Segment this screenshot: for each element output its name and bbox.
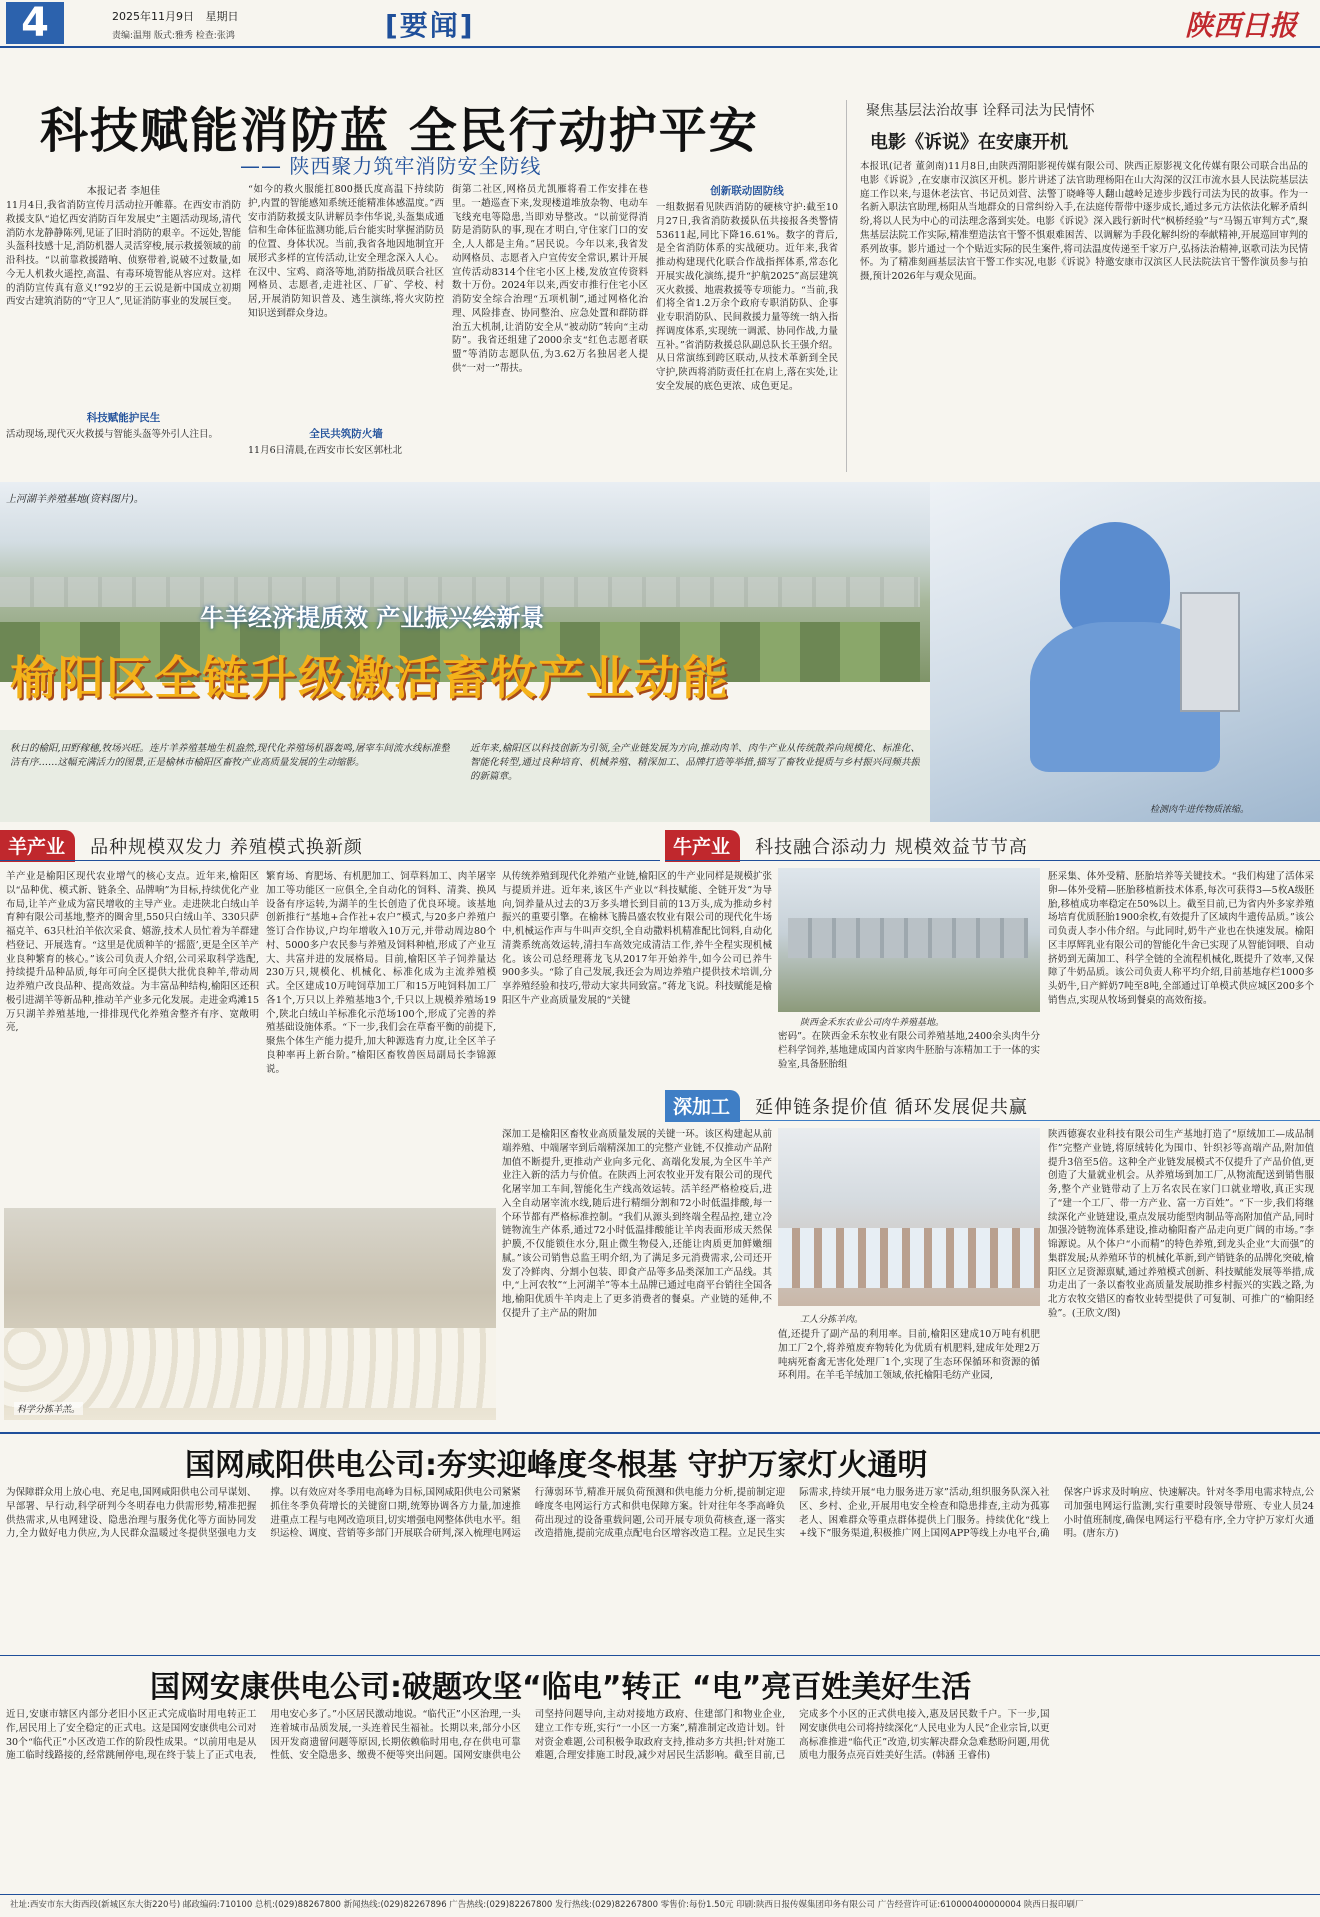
sidebar-headline: 电影《诉说》在安康开机	[870, 132, 1068, 153]
feature-kicker: 牛羊经济提质效 产业振兴绘新景	[200, 604, 545, 632]
cattle-photo	[778, 868, 1040, 1012]
section-title: [要闻]	[385, 9, 475, 42]
lead-column-2	[248, 183, 444, 473]
sidebar-article	[860, 100, 1308, 476]
lab-caption: 检测肉牛进传物质浓缩。	[1150, 805, 1250, 815]
lead-col1b-text: 活动现场,现代灭火救援与智能头盔等外引人注目。	[6, 429, 219, 440]
lead-column-1	[6, 178, 241, 476]
deep-photo	[778, 1128, 1040, 1306]
lead-col4-text: 一组数据看见陕西消防的硬核守护:截至10月27日,我省消防救援队伍共接报各类警情53611起,同比下降16.61%。数字的背后,是全省消防体系的实战硬功。近年来,我省推动构建现代化联合作战指挥体系,常态化开展实战化演练,提升“护航2025”高层建筑灭火救援、地震救援等专项能力。“当前,我们将全省1.2万余个政府专职消防队、企事业专职消防队、民间救援力量等统一纳入指挥调度体系,实现统一调派、协同作战,力量互补。”省消防救援总队副总队长王强介绍。从日常演练到跨区联动,从技术革新到全民守护,陕西将消防责任扛在肩上,落在实处,让安全发展的底色更浓、成色更足。	[656, 202, 838, 392]
article3-rule	[0, 1655, 1320, 1656]
lead-col1-text: 11月4日,我省消防宣传月活动拉开帷幕。在西安市消防救援支队“追忆西安消防百年发展史”主题活动现场,清代消防水龙静静陈列,见证了旧时消防的艰辛。不远处,智能头盔科技感十足,消防机器人灵活穿梭,展示救援领域的前沿科技。“以前靠救援踏响、侦察带着,说破不过数量,如今无人机救火遥控,高温、有毒环境智能从容应对。这样的消防宣传真有意义!”92岁的王云说是新中国成立初期西安古建筑消防的“守卫人”,见证消防事业的发展巨变。	[6, 200, 241, 308]
sheep-photo	[4, 1208, 496, 1420]
lead-col2-subhead: 全民共筑防火墙	[309, 428, 383, 440]
lead-col3-text: 街第二社区,网格员尤凯雁将看工作安排在巷里。一趟巡查下来,发现楼道堆放杂物、电动车飞线充电等隐患,当即劝导整改。“以前觉得消防是消防队的事,现在才明白,守住家门口的安全,人人都是主角。”居民说。今年以来,我省发动网格员、志愿者入户宣传安全常识,累计开展宣传活动8314个住宅小区上楼,发放宣传资料数十万份。2024年以来,西安市推行住宅小区消防安全综合治理“五项机制”,通过网格化治理、风险排查、协同整治、应急处置和群防群治五大机制,让消防安全从“被动防”转向“主动防”。我省还组建了2000余支“红色志愿者联盟”等消防志愿队伍,为3.62万名独居老人提供“一对一”帮扶。	[452, 184, 648, 374]
cattle-rule	[665, 860, 1320, 861]
cattle-subtitle: 科技融合添动力 规模效益节节高	[755, 837, 1028, 858]
sheep-photo-caption: 科学分拣羊羔。	[14, 1402, 83, 1415]
microscope	[1180, 592, 1240, 712]
masthead	[0, 0, 1320, 48]
paper-logo: 陕西日报	[1185, 9, 1298, 42]
sidebar-divider	[846, 100, 847, 472]
feature-headline: 榆阳区全链升级激活畜牧产业动能	[10, 651, 730, 705]
cattle-col1: 从传统养殖到现代化养殖产业链,榆阳区的牛产业同样是规模扩张与提质并进。近年来,该区牛产业以“科技赋能、全链开发”为导向,饲养量从过去的3万多头增长到目前的13万头,成为推动乡村振兴的重要引擎。在榆林飞腾昌盛农牧业有限公司的现代化牛场中,机械运作声与牛叫声交织,全自动撒料机精准配比饲料,自动化清粪系统高效运转,清扫车高效完成清洁工作,养牛全程实现机械化。该公司总经理蒋龙飞从2017年开始养牛,如今公司已养牛900多头。“除了自己发展,我还会为周边养殖户提供技术培训,分享养殖经验和技巧,带动大家共同致富。”蒋龙飞说。科技赋能是榆阳区牛产业高质量发展的“关键	[502, 871, 772, 1006]
deep-rule	[665, 1120, 1320, 1121]
deep-col1: 深加工是榆阳区畜牧业高质量发展的关键一环。该区构建起从前端养殖、中端屠宰到后端精深加工的完整产业链,不仅推动产品附加值不断提升,更推动产业向多元化、高端化发展,为全区牛羊产业注入新的活力与价值。在陕西上河农牧业开发有限公司的现代化屠宰加工车间,智能化生产线高效运转。活羊经严格检疫后,进入全自动屠宰流水线,随后进行精细分割和72小时低温排酸,每一个环节都有严格标准控制。“我们从源头到终端全程品控,建立冷链物流生产体系,通过72小时低温排酸能让羊肉表面形成天然保护膜,不仅能锁住水分,阻止微生物侵入,还能让肉质更加鲜嫩细腻。”该公司销售总监王明介绍,为了满足多元消费需求,公司还开发了冷鲜肉、分割小包装、即食产品等多品类深加工产品线。其中,“上河农牧”“上河湖羊”等本土品牌已通过电商平台销往全国各地,榆阳优质牛羊肉走上了更多消费者的餐桌。产业链的延伸,不仅提升了主产品的附加	[502, 1129, 772, 1319]
lead-column-4	[656, 183, 838, 473]
feature-lead-band	[0, 730, 930, 822]
deep-photo-caption: 工人分拣羊肉。	[800, 1315, 864, 1325]
sheep-col2: 繁育场、育肥场、有机肥加工、饲草料加工、肉羊屠宰加工等功能区一应俱全,全自动化的饲料、清粪、换风设备有序运转,为湖羊的生长创造了优良环境。该基地创新推行“基地+合作社+农户”模式,与20多户养殖户签订合作协议,户均年增收入10万元,并带动周边80个村、5000多户农民参与养殖及饲料种植,形成了产业互大、共富并进的发展格局。目前,榆阳区羊子饲养量达230万只,规模化、机械化、标准化成为主流养殖模式。全区建成10万吨饲草加工厂和15万吨饲料加工厂各1个,万只以上养殖基地3个,千只以上规模养殖场19个,陕北白绒山羊标准化示范场100个,形成了完善的养殖基础设施体系。“下一步,我们会在草畜平衡的前提下,聚焦个体生产能力提升,加大种源选育力度,让全区羊子良种率再上新台阶。”榆阳区畜牧兽医局副局长李锦源说。	[266, 871, 496, 1075]
article3-headline: 国网安康供电公司:破题攻坚“临电”转正 “电”亮百姓美好生活	[150, 1670, 972, 1705]
cattle-barn	[788, 918, 1028, 958]
feature-lead-right: 近年来,榆阳区以科技创新为引领,全产业链发展为方向,推动肉羊、肉牛产业从传统散养向规模化、标准化、智能化转型,通过良种培育、机械养殖、精深加工、品牌打造等举措,描写了畜牧业提质与乡村振兴同频共振的新篇章。	[470, 743, 920, 782]
footer: 社址:西安市东大街西段(新城区东大街220号) 邮政编码:710100 总机:(029)88267800 新闻热线:(029)82267896 广告热线:(029)82267800 发行热线:(029)82267800 零售价:每份1.50元 印刷:陕西日报传媒集团印务有限公司 广告经营许可证:610000400000004 陕西日报印刷厂	[0, 1894, 1320, 1917]
cattle-photo-caption: 陕西金禾东农业公司肉牛养殖基地。	[800, 1018, 945, 1028]
article2-headline: 国网咸阳供电公司:夯实迎峰度冬根基 守护万家灯火通明	[185, 1448, 928, 1483]
deep-section-header	[665, 1090, 1320, 1120]
cattle-col2: 密码”。在陕西金禾东牧业有限公司养殖基地,2400余头肉牛分栏科学饲养,基地建成国内首家肉牛胚胎与冻精加工于一体的实验室,具备胚胎组	[778, 1031, 1040, 1070]
byline: 本报记者 李旭佳	[86, 186, 161, 197]
processing-line	[778, 1228, 1040, 1288]
feature-lead-left: 秋日的榆阳,田野稼穗,牧场兴旺。连片羊养殖基地生机盎然,现代化养殖场机器轰鸣,屠宰车间流水线标准整洁有序……这幅充满活力的图景,正是榆林市榆阳区畜牧产业高质量发展的生动缩影。	[10, 743, 450, 768]
deep-tag: 深加工	[665, 1090, 740, 1122]
lab-photo	[930, 482, 1320, 822]
deep-subtitle: 延伸链条提价值 循环发展促共赢	[755, 1097, 1028, 1118]
lead-col1-subhead: 科技赋能护民生	[86, 412, 161, 424]
lead-col2-text: “如今的救火服能扛800摄氏度高温下持续防护,内置的智能感知系统还能精准体感温度。”西安市消防救援支队讲解员李伟华说,头盔集成通信和生命体征监测功能,后台能实时掌握消防员的位置、身体状况。当前,我省各地因地制宜开展形式多样的宣传活动,让安全理念深入人心。在汉中、宝鸡、商洛等地,消防指战员联合社区网格员、志愿者,走进社区、厂矿、学校、村居,开展消防知识普及、逃生演练,将火灾防控知识送到群众身边。	[248, 184, 444, 319]
sheep-col1: 羊产业是榆阳区现代农业增气的核心支点。近年来,榆阳区以“品种优、模式新、链条全、品牌响”为目标,持续优化产业布局,让羊产业成为富民增收的主导产业。走进陕北白绒山羊育种有限公司基地,整齐的圈舍里,550只白绒山羊、330只萨福克羊、63只杜泊羊依次采食、嬉游,技术人员忙着为羊群建档登记、开展选育。“这里是优质种羊的‘摇篮’,更是全区羊产业良种繁育的核心。”该公司负责人介绍,公司采取科学选配,持续提升品种品质,每年可向全区提供大批优良种羊,带动周边养殖户改良品种、提高效益。为丰富品种结构,榆阳区还积极引进湖羊等新品种,推动羊产业多元化发展。走进金鸡滩15万只湖羊养殖基地,一排排现代化养殖舍整齐有序、宽敞明亮,	[6, 871, 259, 1034]
article3-text: 近日,安康市辖区内部分老旧小区正式完成临时用电转正工作,居民用上了安全稳定的正式电。这是国网安康供电公司对30个“临代正”小区改造工作的阶段性成果。“以前用电是从施工临时线路接的,经常跳闸停电,现在终于装上了正式电表,用电安心多了。”小区居民激动地说。“临代正”小区治理,一头连着城市品质发展,一头连着民生福祉。长期以来,部分小区因开发商遗留问题等原因,长期依赖临时用电,存在供电可靠性低、安全隐患多、缴费不便等突出问题。国网安康供电公司坚持问题导向,主动对接地方政府、住建部门和物业企业,建立工作专班,实行“一小区一方案”,精准制定改造计划。针对资金难题,公司积极争取政府支持,推动多方共担;针对施工难题,合理安排施工时段,减少对居民生活影响。截至目前,已完成多个小区的正式供电接入,惠及居民数千户。下一步,国网安康供电公司将持续深化“人民电业为人民”企业宗旨,以更高标准推进“临代正”改造,切实解决群众急难愁盼问题,用优质电力服务点亮百姓美好生活。(韩涵 王睿伟)	[6, 1709, 1050, 1762]
sheep-rule	[0, 860, 660, 861]
cattle-section-header	[665, 830, 1320, 860]
sheep-section-header	[0, 830, 660, 860]
cattle-col3: 胚采集、体外受精、胚胎培养等关键技术。“我们构建了活体采卵—体外受精—胚胎移植新技术体系,每次可获得3—5枚A级胚胎,移植成功率稳定在50%以上。截至目前,已为省内外多家养殖场培育优质胚胎1900余枚,有效提升了区域肉牛遗传品质。”该公司负责人李小伟介绍。与此同时,奶牛产业也在快速发展。榆阳区丰厚辉乳业有限公司的智能化牛舍已实现了从智能饲喂、自动挤奶到无菌加工、科学全链的全流程机械化,既提升了效率,又保障了牛奶品质。该公司负责人称平均介绍,目前基地存栏1000多头奶牛,日产鲜奶7吨至8吨,全部通过订单模式供应城区200多个销售点,实现从牧场到餐桌的高效衔接。	[1048, 871, 1314, 1006]
weekday: 星期日	[205, 10, 239, 23]
issue-date	[112, 8, 239, 24]
deep-col2: 值,还提升了副产品的利用率。目前,榆阳区建成10万吨有机肥加工厂2个,将养殖废弃物转化为优质有机肥料,建成年处理2万吨病死畜禽无害化处理厂1个,实现了生态环保循环和资源的循环利用。在羊毛羊绒加工领域,依托榆阳毛纺产业园,	[778, 1329, 1040, 1382]
sidebar-text: 本报讯(记者 董剑南)11月8日,由陕西渭阳影视传媒有限公司、陕西正原影视文化传媒有限公司联合出品的电影《诉说》,在安康市汉滨区开机。影片讲述了法官助理杨阳在山大沟深的汉江市流水县人民法院基层法庭工作以来,与退休老法官、书记员刘营、法警丁晓峰等人翻山越岭足迹步步践行司法为民的故事。作为一名新入职法官助理,杨阳从当地群众的日常纠纷入手,在法庭传帮带中逐步成长,通过多元方法依法化解矛盾纠纷,将以人民为中心的司法理念落到实处。电影《诉说》深入践行新时代“枫桥经验”与“马锡五审判方式”,聚焦基层法院工作实际,精准塑造法官干警不惧艰难困苦、以调解为手段化解纠纷的奉献精神,开展巡回审判的系列故事。影片通过一个个贴近实际的民生案件,将司法温度传递至千家万户,弘扬法治精神,讴歌司法为民情怀。为了精准刻画基层法官干警工作实况,电影《诉说》特邀安康市汉滨区人民法院法官干警作演员参与拍摄,预计2026年与观众见面。	[860, 161, 1308, 283]
lead-col4-subhead: 创新联动固防线	[710, 185, 784, 197]
editors: 责编:温翔 版式:雅秀 检查:张鸿	[112, 31, 235, 41]
sheep-flock	[4, 1328, 496, 1408]
lead-column-3	[452, 183, 648, 473]
lead-headline: 科技赋能消防蓝 全民行动护平安	[40, 103, 759, 159]
article2-text: 为保障群众用上放心电、充足电,国网咸阳供电公司早谋划、早部署、早行动,科学研判今冬明春电力供需形势,精准把握供热需求,从电网建设、隐患治理与服务优化等方面协同发力,全力做好电力供应,为人民群众温暖过冬提供坚强电力支撑。以有效应对冬季用电高峰为目标,国网咸阳供电公司紧紧抓住冬季负荷增长的关键窗口期,统筹协调各方力量,加速推进重点工程与电网改造项目,切实增强电网整体供电水平。组织运检、调度、营销等多部门开展联合研判,深入梳理电网运行薄弱环节,精准开展负荷预测和供电能力分析,提前制定迎峰度冬电网运行方式和供电保障方案。针对往年冬季高峰负荷出现过的设备重载问题,公司开展专项负荷核查,逐一落实改造措施,提前完成重点配电台区增容改造工程。立足民生实际需求,持续开展“电力服务进万家”活动,组织服务队深入社区、乡村、企业,开展用电安全检查和隐患排查,主动为孤寡老人、困难群众等重点群体提供上门服务。持续优化“线上+线下”服务渠道,积极推广网上国网APP等线上办电平台,确保客户诉求及时响应、快速解决。针对冬季用电需求特点,公司加强电网运行监测,实行重要时段领导带班、专业人员24小时值班制度,确保电网运行平稳有序,全力守护万家灯火通明。(唐东方)	[6, 1487, 1314, 1540]
cattle-tag: 牛产业	[665, 830, 740, 862]
sheep-subtitle: 品种规模双发力 养殖模式换新颜	[90, 837, 363, 858]
deep-col3: 陕西德赛农业科技有限公司生产基地打造了“原绒加工—成品制作”完整产业链,将原绒转化为围巾、针织衫等高端产品,附加值提升3倍至5倍。这种全产业链发展模式不仅提升了产品价值,更创造了大量就业机会。从养殖场到加工厂,从物流配送到销售服务,整个产业链带动了上万名农民在家门口就业增收,真正实现了“建一个工厂、带一方产业、富一方百姓”。“下一步,我们将继续深化产业链建设,重点发展功能型肉制品等高附加值产品,同时加强冷链物流体系建设,推动榆阳畜产品走向更广阔的市场。”李锦源说。从个体户“小而精”的特色养殖,到龙头企业“大而强”的集群发展;从养殖环节的机械化革新,到产销链条的品牌化突破,榆阳区立足资源禀赋,通过养殖模式创新、科技赋能发展等举措,成功走出了一条以畜牧业高质量发展助推乡村振兴的实践之路,为北方农牧交错区的畜牧业转型提供了可复制、可推广的“榆阳经验”。(王欣文/图)	[1048, 1129, 1314, 1319]
sheep-tag: 羊产业	[0, 830, 75, 862]
lead-col2b-text: 11月6日清晨,在西安市长安区郭杜北	[248, 445, 403, 456]
page-number: 4	[6, 2, 64, 44]
banner-caption: 上河湖羊养殖基地(资料图片)。	[6, 494, 144, 505]
date: 2025年11月9日	[112, 10, 194, 23]
lead-subheadline: —— 陕西聚力筑牢消防安全防线	[240, 154, 542, 178]
article2-rule	[0, 1432, 1320, 1434]
sidebar-kicker: 聚焦基层法治故事 诠释司法为民情怀	[866, 103, 1095, 119]
